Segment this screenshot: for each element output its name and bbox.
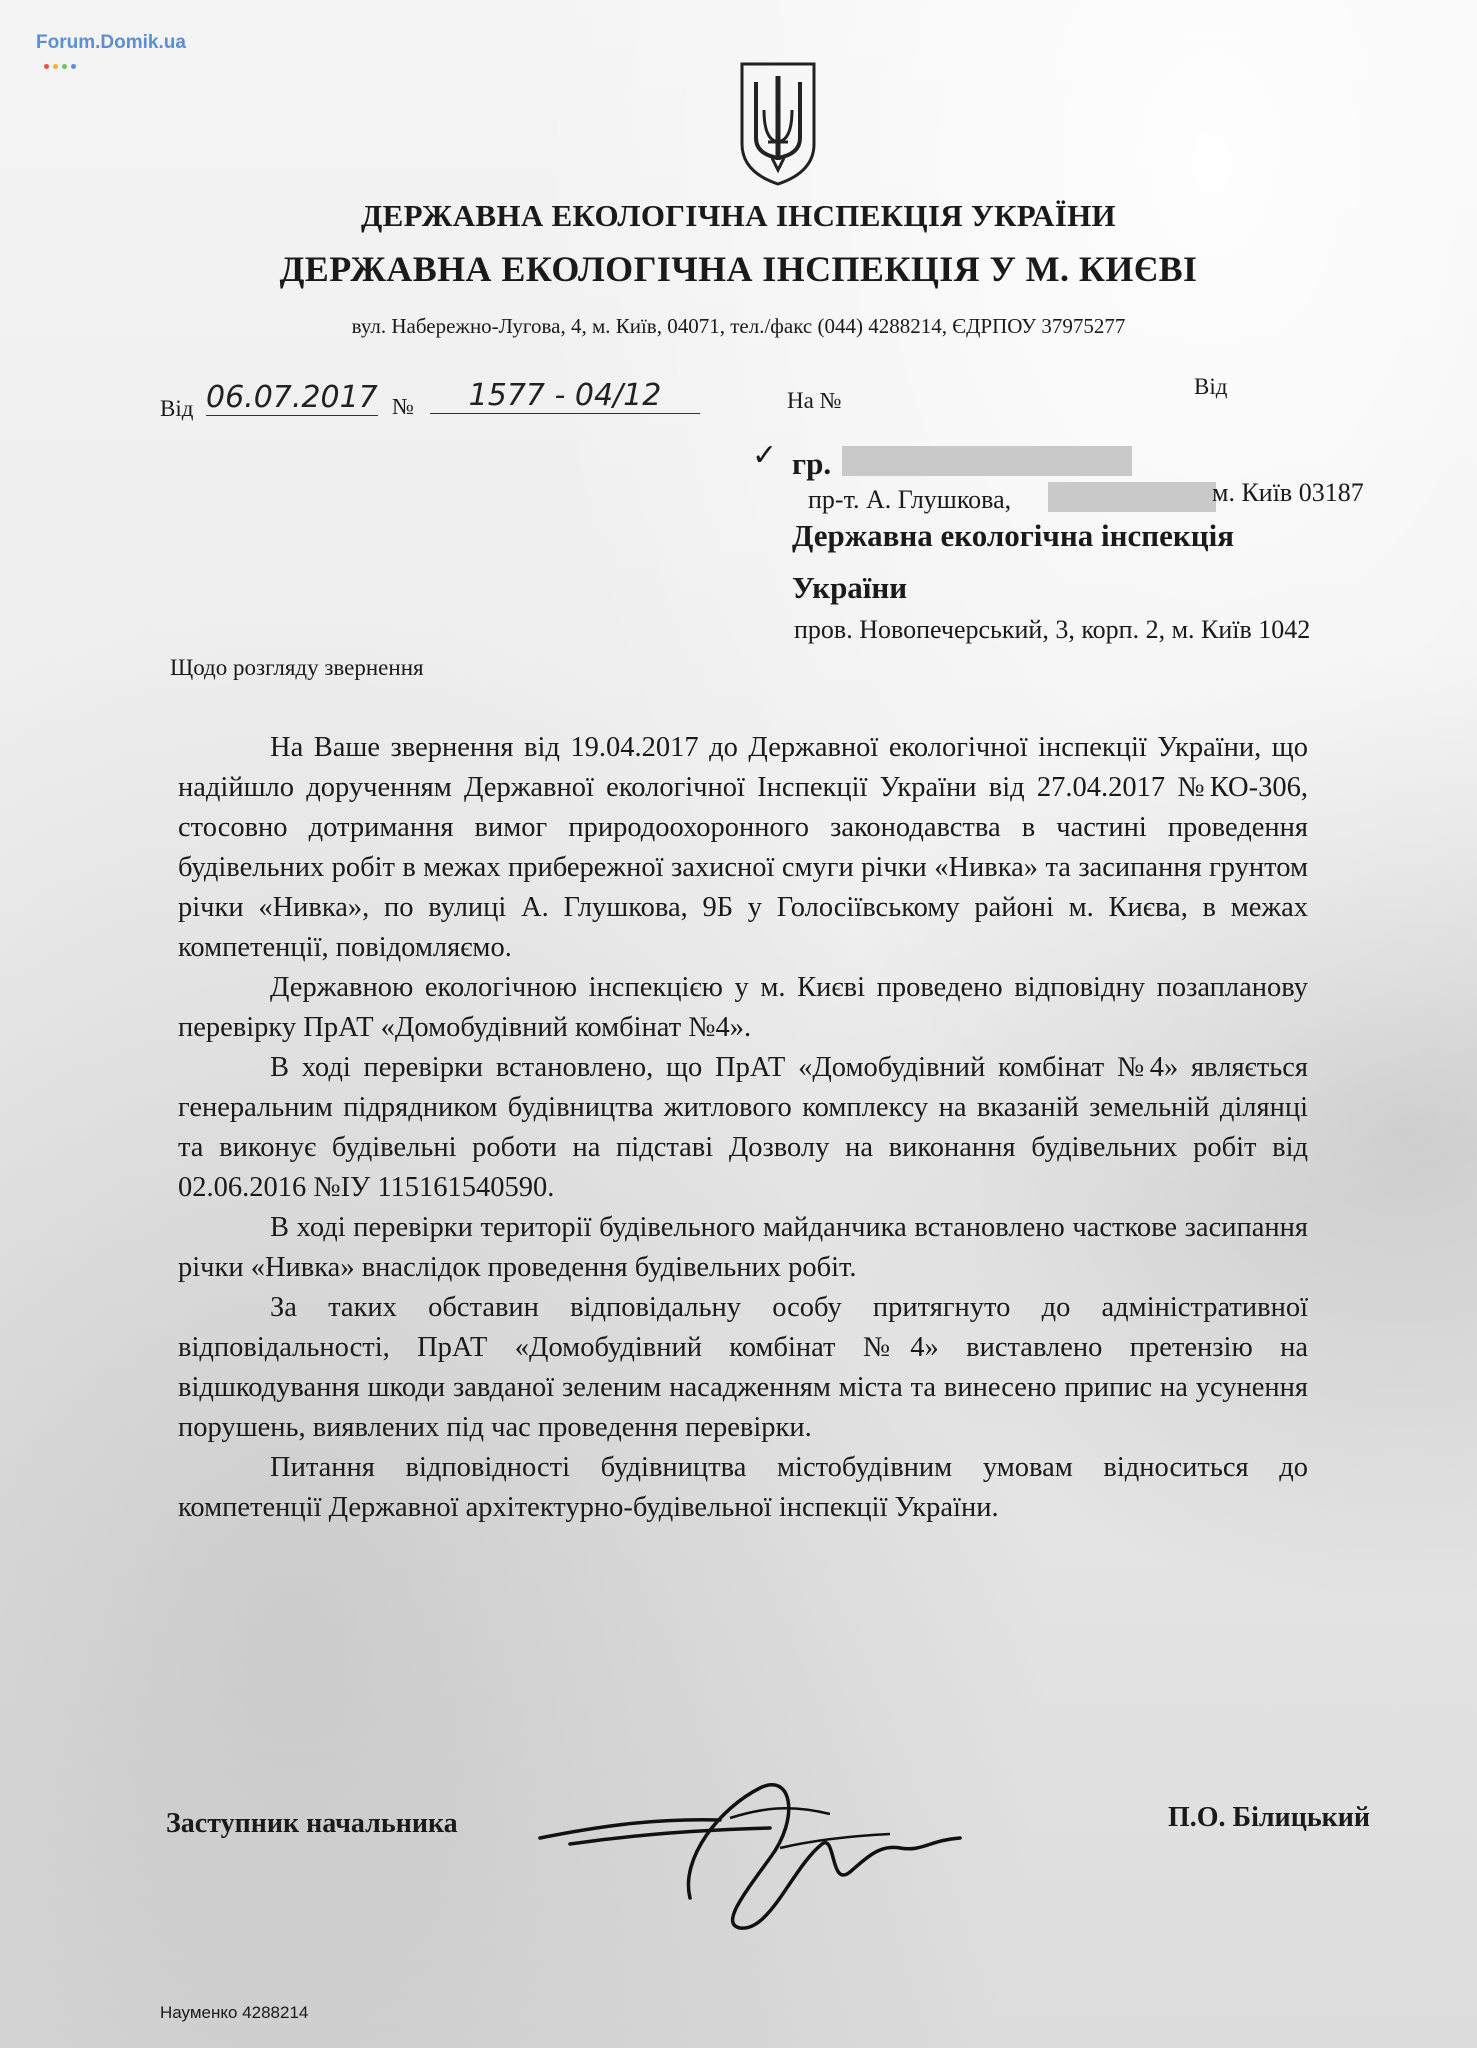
watermark-dot [44, 64, 49, 69]
recipient-org-name-2: України [792, 570, 908, 605]
handwritten-signature [530, 1748, 970, 1948]
executor-footer: Науменко 4288214 [160, 2003, 309, 2022]
org-title-primary: ДЕРЖАВНА ЕКОЛОГІЧНА ІНСПЕКЦІЯ УКРАЇНИ [361, 198, 1116, 233]
letter-subject: Щодо розгляду звернення [170, 655, 424, 680]
org-title-secondary: ДЕРЖАВНА ЕКОЛОГІЧНА ІНСПЕКЦІЯ У М. КИЄВІ [279, 249, 1198, 289]
redacted-name [842, 446, 1132, 476]
watermark-dot [53, 64, 58, 69]
reply-from-label: Від [1194, 374, 1228, 399]
ref-from-label: Від [160, 396, 194, 421]
body-paragraph: За таких обставин відповідальну особу притягнуто до адміністративної відповідальності, ПрАТ «Домобудівний комбінат №4» виставлено претензію на відшкодування шкоди завданої зеленим насадженням міста та винесено припис на усунення порушень, виявлених під час проведення перевірки. [178, 1292, 1308, 1443]
body-paragraph: Питання відповідності будівництва містобудівним умовам відноситься до компетенції Державної архітектурно-будівельної інспекції України. [178, 1452, 1308, 1523]
signatory-name: П.О. Білицький [1168, 1802, 1371, 1833]
checkmark: ✓ [752, 439, 778, 472]
recipient-org-address: пров. Новопечерський, 3, корп. 2, м. Київ 1042 [794, 615, 1311, 644]
ref-number: 1577 - 04/12 [430, 378, 700, 414]
body-paragraph: В ході перевірки встановлено, що ПрАТ «Домобудівний комбінат №4» являється генеральним підрядником будівництва житлового комплексу на вказаній земельній ділянці та виконує будівельні роботи на підставі Дозволу на виконання будівельних робіт від 02.06.2016 №ІУ 115161540590. [178, 1052, 1308, 1203]
watermark-dot [62, 64, 67, 69]
watermark-dot [71, 64, 76, 69]
recipient-person-street: пр-т. А. Глушкова, [808, 485, 1012, 514]
letter-body [178, 728, 1308, 1528]
body-paragraph: В ході перевірки території будівельного майданчика встановлено часткове засипання річки «Нивка» внаслідок проведення будівельних робіт. [178, 1212, 1308, 1283]
ref-no-label: № [392, 394, 414, 419]
redacted-address [1048, 482, 1216, 512]
recipient-person-city: м. Київ 03187 [1212, 478, 1364, 507]
reply-no-label: На № [787, 388, 842, 413]
body-paragraph: Державною екологічною інспекцією у м. Києві проведено відповідну позапланову перевірку ПрАТ «Домобудівний комбінат №4». [178, 972, 1308, 1043]
recipient-person-prefix: гр. [792, 446, 832, 481]
ref-date: 06.07.2017 [206, 380, 378, 415]
org-address: вул. Набережно-Лугова, 4, м. Київ, 04071, тел./факс (044) 4288214, ЄДРПОУ 37975277 [351, 314, 1126, 338]
watermark-dots [44, 56, 80, 74]
recipient-org-name-1: Державна екологічна інспекція [792, 518, 1234, 553]
body-paragraph: На Ваше звернення від 19.04.2017 до Державної екологічної інспекції України, що надійшло дорученням Державної екологічної Інспекції України від 27.04.2017 №КО-306, стосовно дотримання вимог природоохоронного законодавства в частині проведення будівельних робіт в межах прибережної захисної смуги річки «Нивка» та засипання грунтом річки «Нивка», по вулиці А. Глушкова, 9Б у Голосіївському районі м. Києва, в межах компетенції, повідомляємо. [178, 732, 1308, 963]
watermark: Forum.Domik.ua [36, 32, 186, 53]
trident-coat-of-arms-icon [738, 60, 818, 188]
signatory-position: Заступник начальника [166, 1808, 458, 1839]
